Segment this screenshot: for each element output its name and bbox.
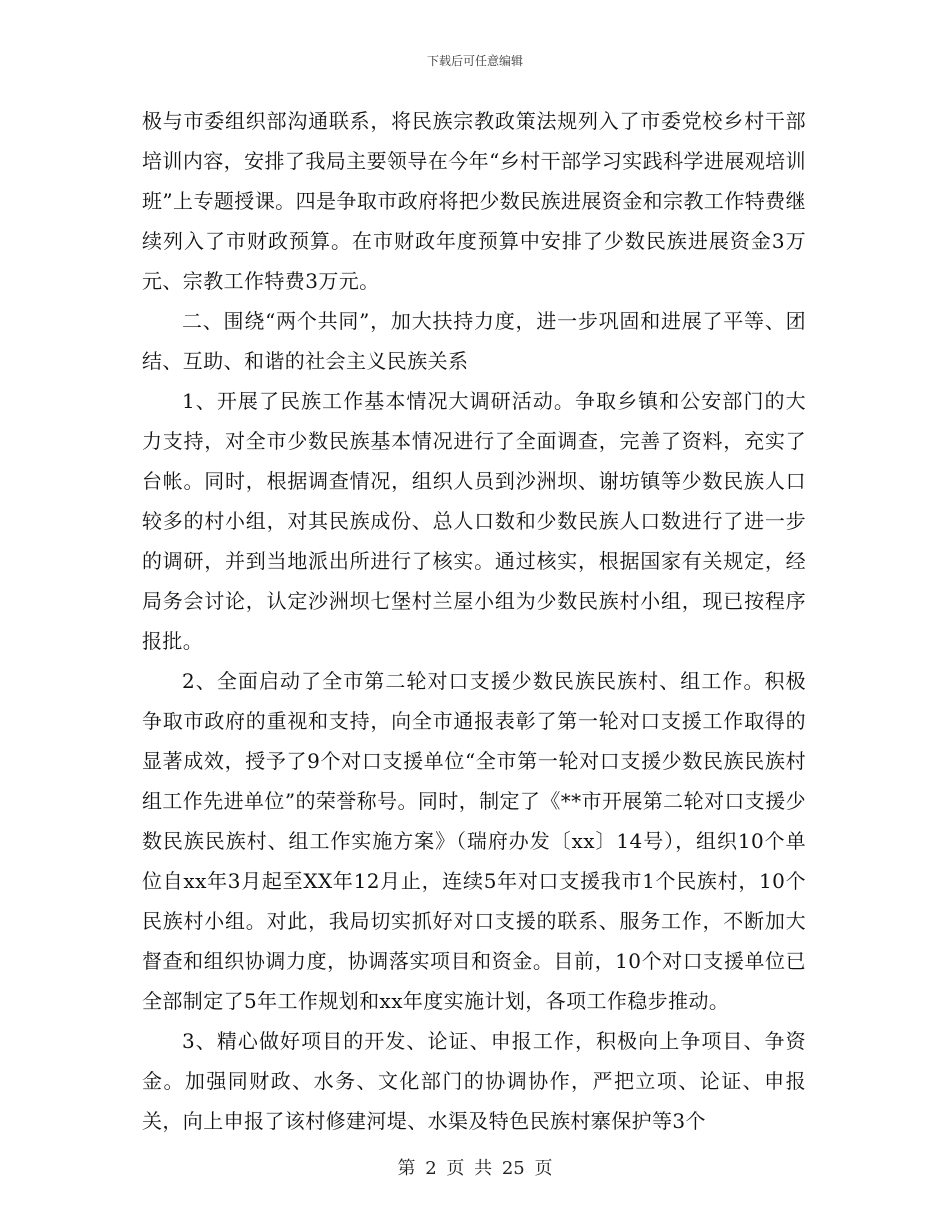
section-heading: 二、围绕“两个共同”，加大扶持力度，进一步巩固和进展了平等、团结、互助、和谐的社会主义民族关系 <box>142 309 806 373</box>
paragraph-1: 极与市委组织部沟通联系，将民族宗教政策法规列入了市委党校乡村干部培训内容，安排了我局主要领导在今年“乡村干部学习实践科学进展观培训班”上专题授课。四是争取市政府将把少数民族进展资金和宗教工作特费继续列入了市财政预算。在市财政年度预算中安排了少数民族进展资金3万元、宗教工作特费3万元。 <box>142 109 806 293</box>
paragraph-item-1: 1、开展了民族工作基本情况大调研活动。争取乡镇和公安部门的大力支持，对全市少数民族基本情况进行了全面调查，完善了资料，充实了台帐。同时，根据调查情况，组织人员到沙洲坝、谢坊镇等少数民族人口较多的村小组，对其民族成份、总人口数和少数民族人口数进行了进一步的调研，并到当地派出所进行了核实。通过核实，根据国家有关规定，经局务会讨论，认定沙洲坝七堡村兰屋小组为少数民族村小组，现已按程序报批。 <box>142 389 806 653</box>
document-body <box>142 101 806 1141</box>
page-number: 第 2 页 共 25 页 <box>397 1158 553 1179</box>
header-note: 下载后可任意编辑 <box>426 54 523 68</box>
paragraph-item-3: 3、精心做好项目的开发、论证、申报工作，积极向上争项目、争资金。加强同财政、水务、文化部门的协调协作，严把立项、论证、申报关，向上申报了该村修建河堤、水渠及特色民族村寨保护等3个 <box>142 1029 806 1133</box>
paragraph-item-2: 2、全面启动了全市第二轮对口支援少数民族民族村、组工作。积极争取市政府的重视和支持，向全市通报表彰了第一轮对口支援工作取得的显著成效，授予了9个对口支援单位“全市第一轮对口支援少数民族民族村组工作先进单位”的荣誉称号。同时，制定了《**市开展第二轮对口支援少数民族民族村、组工作实施方案》（瑞府办发〔xx〕14号），组织10个单位自xx年3月起至XX年12月止，连续5年对口支援我市1个民族村，10个民族村小组。对此，我局切实抓好对口支援的联系、服务工作，不断加大督查和组织协调力度，协调落实项目和资金。目前，10个对口支援单位已全部制定了5年工作规划和xx年度实施计划，各项工作稳步推动。 <box>142 669 806 1013</box>
